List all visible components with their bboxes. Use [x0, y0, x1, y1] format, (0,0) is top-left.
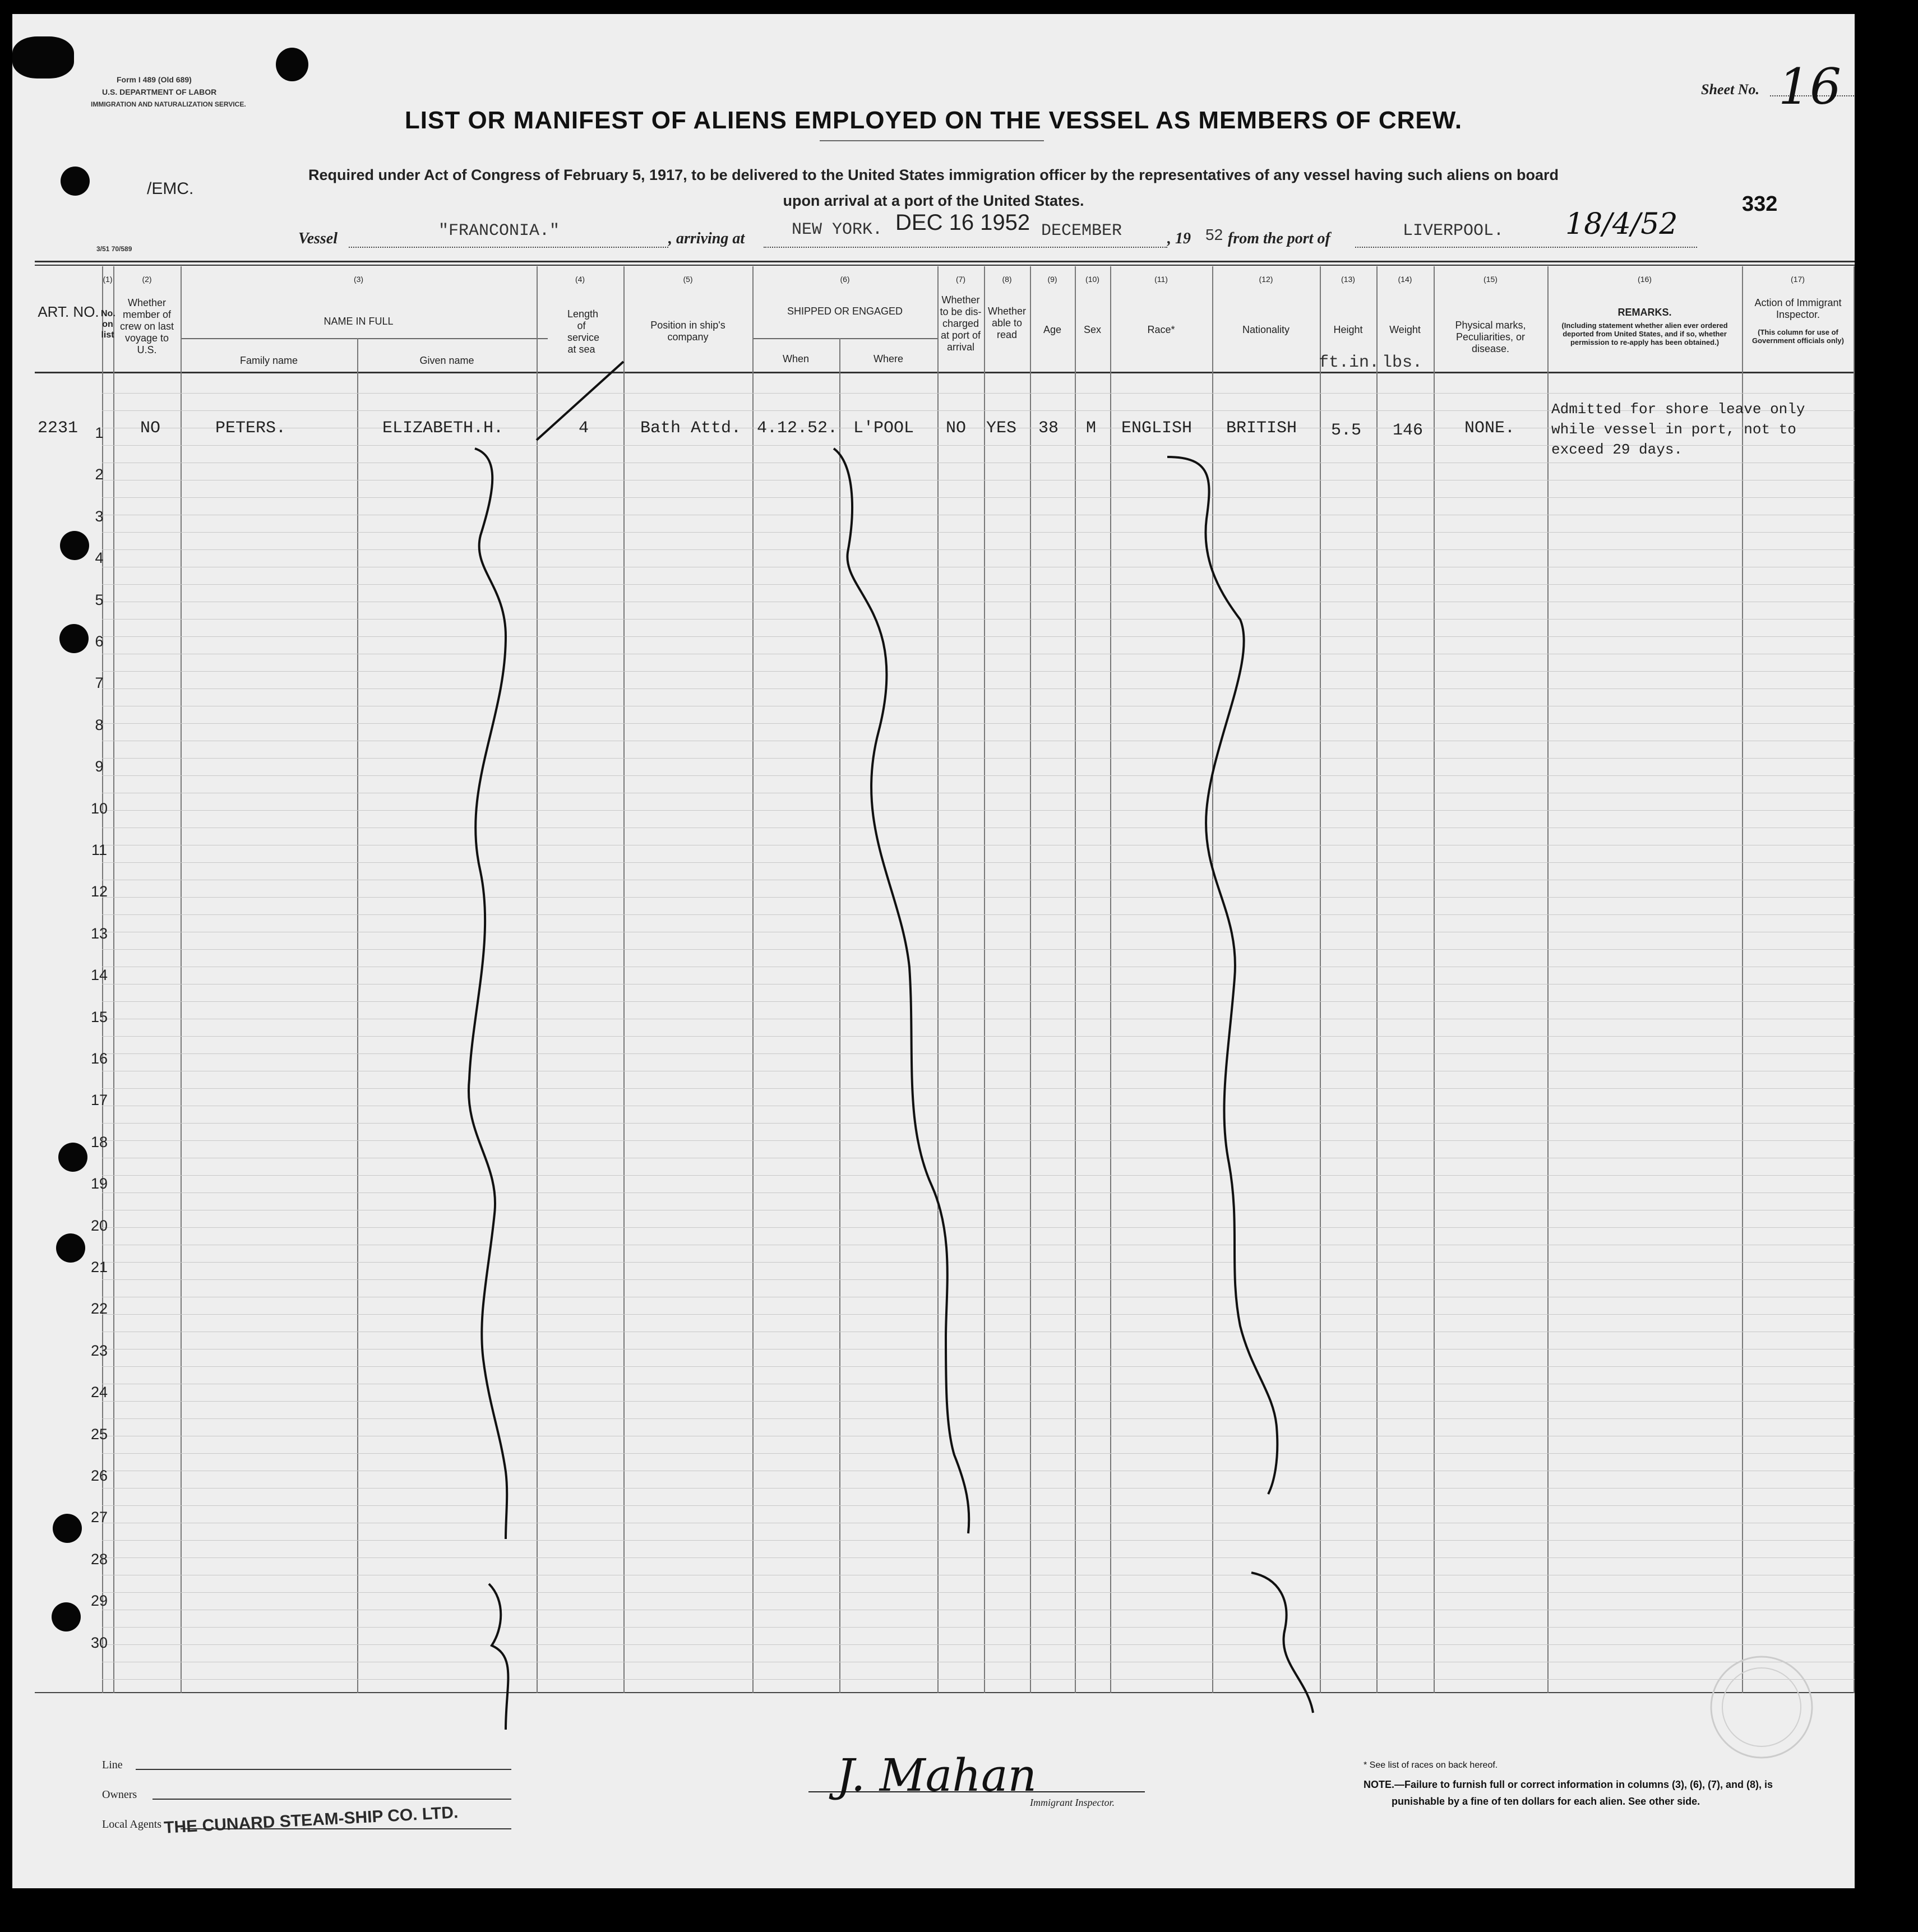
col16-subheader: (Including statement whether alien ever ordered deported from United States, and if so, whether permission to re-apply has been obtained.): [1561, 321, 1728, 346]
row-number: 27: [90, 1509, 108, 1526]
col-num: (12): [1259, 275, 1273, 284]
col-num: (1): [103, 275, 113, 284]
row-number: 19: [90, 1175, 108, 1193]
col-num: (7): [955, 275, 966, 284]
race-value: ENGLISH: [1121, 419, 1193, 438]
given-name-value: ELIZABETH.H.: [382, 419, 504, 438]
col-num: (14): [1398, 275, 1412, 284]
col5-header: Position in ship's company: [650, 320, 725, 343]
col2-header: Whether member of crew on last voyage to U.S.: [119, 297, 174, 355]
year-label: , 19: [1167, 230, 1191, 247]
ditto-line-shipped: [834, 449, 969, 1533]
col-num: (9): [1047, 275, 1057, 284]
handwritten-strokes: [12, 14, 1855, 1888]
arriving-value: NEW YORK.: [792, 220, 883, 239]
col-num: (11): [1154, 275, 1168, 284]
department: U.S. DEPARTMENT OF LABOR: [102, 87, 217, 96]
last-voyage-value: NO: [140, 419, 161, 438]
col3-header: NAME IN FULL: [323, 316, 394, 327]
owners-rule: [152, 1799, 511, 1800]
position-value: Bath Attd.: [640, 419, 742, 438]
ditto-line-race: [1167, 457, 1313, 1713]
page-title: LIST OR MANIFEST OF ALIENS EMPLOYED ON THE VESSEL AS MEMBERS OF CREW.: [404, 107, 1463, 134]
row-number: 8: [95, 716, 104, 733]
art-no-header: ART. NO.: [38, 303, 99, 320]
stamp-code: /EMC.: [147, 179, 194, 198]
line-label: Line: [102, 1759, 123, 1771]
service: IMMIGRATION AND NATURALIZATION SERVICE.: [91, 100, 246, 108]
height-value: 5.5: [1331, 421, 1362, 440]
length-service-value: 4: [579, 419, 589, 438]
row-number: 5: [95, 591, 104, 608]
row-number: 23: [90, 1342, 108, 1359]
where-header: Where: [873, 353, 903, 364]
vessel-value: "FRANCONIA.": [438, 221, 560, 241]
col15-header: Physical marks, Peculiarities, or disease.: [1455, 320, 1526, 354]
local-agents-label: Local Agents: [102, 1818, 162, 1831]
col12-header: Nationality: [1242, 324, 1290, 335]
owners-label: Owners: [102, 1788, 137, 1801]
col11-header: Race*: [1147, 324, 1175, 335]
row-number: 12: [90, 883, 108, 900]
col10-header: Sex: [1083, 324, 1102, 335]
subtitle-line-1: Required under Act of Congress of February 5, 1917, to be delivered to the United States immigration officer by the representatives of any vessel having such aliens on board: [308, 167, 1559, 183]
col6-header: SHIPPED OR ENGAGED: [787, 306, 903, 317]
shipped-when-value: 4.12.52.: [757, 419, 838, 438]
height-unit: ft.in.: [1319, 353, 1380, 372]
row-number: 16: [90, 1050, 108, 1067]
when-header: When: [782, 353, 810, 364]
line-rule: [136, 1769, 511, 1770]
row-number: 21: [90, 1259, 108, 1275]
form-number: Form I 489 (Old 689): [117, 75, 192, 84]
row-number: 22: [90, 1300, 108, 1318]
col-num: (13): [1341, 275, 1355, 284]
subtitle-line-2: upon arrival at a port of the United States.: [783, 192, 1084, 209]
row-number: 25: [90, 1425, 108, 1443]
row-number: 13: [90, 925, 108, 942]
manifest-sheet: [12, 14, 1855, 1888]
arriving-label: , arriving at: [668, 230, 745, 247]
sex-value: M: [1086, 419, 1097, 438]
vessel-label: Vessel: [298, 230, 338, 247]
col17-subheader: (This column for use of Government officials only): [1752, 328, 1844, 345]
col-num: (3): [353, 275, 364, 284]
col-num: (10): [1085, 275, 1099, 284]
page-number-332: 332: [1742, 192, 1778, 216]
remarks-line-3: exceed 29 days.: [1551, 441, 1683, 458]
print-code: 3/51 70/589: [96, 245, 132, 253]
col-num: (16): [1638, 275, 1652, 284]
port-value: LIVERPOOL.: [1403, 221, 1504, 241]
marks-value: NONE.: [1464, 419, 1515, 438]
faint-seal: [1711, 1657, 1812, 1758]
read-value: YES: [986, 419, 1017, 438]
note-line-1: NOTE.—Failure to furnish full or correct information in columns (3), (6), (7), and (8), is: [1364, 1779, 1773, 1790]
row-number: 14: [90, 967, 108, 984]
col1-header: No. on list: [101, 309, 115, 340]
col14-header: Weight: [1389, 324, 1421, 335]
given-name-header: Given name: [419, 355, 474, 366]
sheet-number: 16: [1778, 58, 1841, 115]
family-name-header: Family name: [239, 355, 298, 366]
row-number: 24: [90, 1384, 108, 1401]
col-num: (17): [1791, 275, 1805, 284]
col-num: (15): [1483, 275, 1498, 284]
ditto-line-given-name-end: [489, 1584, 508, 1730]
row-number: 3: [95, 507, 104, 525]
row-number: 7: [95, 674, 104, 692]
diagonal-check-mark: [537, 362, 623, 440]
col-num: (4): [575, 275, 585, 284]
col7-header: Whether to be dis-charged at port of arrival: [940, 294, 982, 353]
note-line-2: punishable by a fine of ten dollars for each alien. See other side.: [1392, 1796, 1700, 1807]
col13-header: Height: [1333, 324, 1363, 335]
col-num: (8): [1002, 275, 1012, 284]
inspector-signature: J. Mahan: [836, 1749, 1037, 1801]
nationality-value: BRITISH: [1226, 419, 1297, 438]
col-num: (5): [683, 275, 693, 284]
weight-unit: lbs.: [1382, 353, 1423, 372]
col-num: (2): [142, 275, 152, 284]
weight-value: 146: [1393, 421, 1424, 440]
remarks-line-2: while vessel in port, not to: [1551, 421, 1796, 438]
family-name-value: PETERS.: [215, 419, 286, 438]
col16-header: REMARKS.: [1617, 307, 1672, 318]
col17-header: Action of Immigrant Inspector.: [1754, 297, 1842, 320]
row-number: 10: [90, 799, 108, 817]
row-number: 29: [90, 1592, 108, 1610]
row-number: 2: [95, 466, 104, 483]
row-number: 26: [90, 1467, 108, 1484]
handwritten-date: 18/4/52: [1565, 207, 1678, 241]
from-port-label: from the port of: [1228, 230, 1330, 247]
remarks-line-1: Admitted for shore leave only: [1551, 401, 1805, 418]
col9-header: Age: [1043, 324, 1062, 335]
inspector-label: Immigrant Inspector.: [1030, 1797, 1115, 1808]
col4-header: Length of service at sea: [567, 308, 600, 355]
discharged-value: NO: [946, 419, 967, 438]
age-value: 38: [1038, 419, 1059, 438]
faint-seal-inner: [1722, 1668, 1801, 1746]
row-number: 1: [95, 424, 104, 441]
row-number: 6: [95, 633, 104, 650]
col-num: (6): [840, 275, 850, 284]
row-number: 15: [90, 1008, 108, 1025]
row-number: 9: [95, 758, 104, 775]
row-number: 30: [90, 1634, 108, 1651]
col8-header: Whether able to read: [987, 306, 1027, 340]
shipped-where-value: L'POOL: [853, 419, 914, 438]
row-number: 11: [91, 842, 108, 858]
art-no-value: 2231: [38, 419, 78, 438]
month-value: DECEMBER: [1041, 221, 1122, 241]
row-number: 20: [90, 1217, 108, 1234]
races-note: * See list of races on back hereof.: [1364, 1760, 1498, 1770]
row-number: 4: [95, 549, 104, 567]
row-number: 17: [90, 1092, 108, 1109]
ditto-line-given-name: [469, 449, 507, 1539]
year-value: 52: [1205, 226, 1223, 243]
row-number: 18: [90, 1133, 108, 1150]
row-number: 28: [90, 1550, 108, 1568]
date-stamp: DEC 16 1952: [895, 210, 1030, 235]
sheet-label: Sheet No.: [1701, 81, 1759, 98]
agent-stamp: THE CUNARD STEAM-SHIP CO. LTD.: [163, 1803, 459, 1837]
